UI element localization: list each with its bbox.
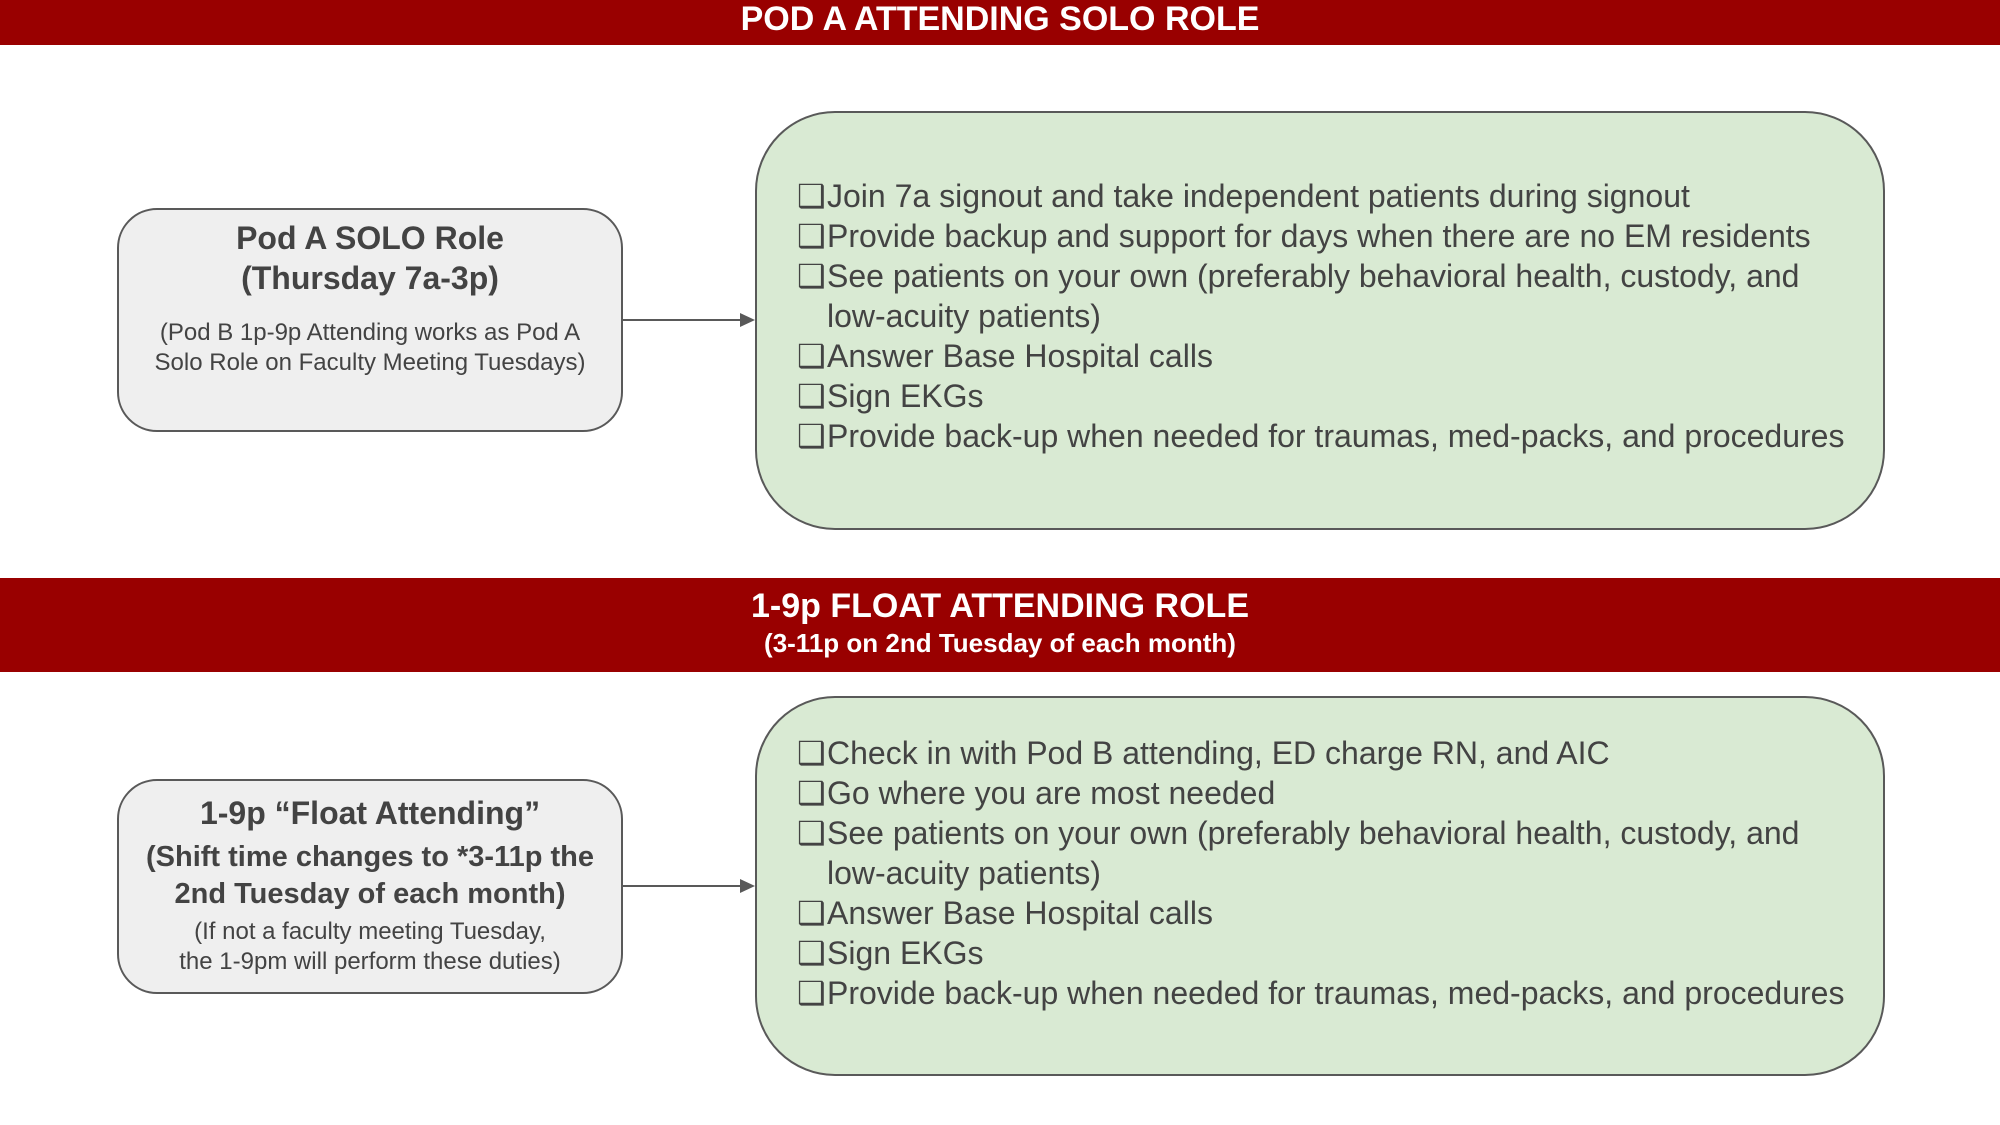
duty-text: Provide back-up when needed for traumas, med-packs, and procedures bbox=[827, 975, 1845, 1011]
role-note-line: Solo Role on Faculty Meeting Tuesdays) bbox=[154, 349, 586, 376]
checkbox-icon: ❑ bbox=[797, 815, 826, 851]
checkbox-icon: ❑ bbox=[797, 378, 826, 414]
section-title: 1-9p FLOAT ATTENDING ROLE bbox=[750, 587, 1249, 625]
section-title: POD A ATTENDING SOLO ROLE bbox=[740, 0, 1260, 38]
role-note-line: (If not a faculty meeting Tuesday, bbox=[194, 918, 546, 945]
role-title: Pod A SOLO Role bbox=[236, 220, 504, 256]
checkbox-icon: ❑ bbox=[797, 338, 826, 374]
role-note-line: (Pod B 1p-9p Attending works as Pod A bbox=[159, 319, 581, 346]
role-note-line: the 1-9pm will perform these duties) bbox=[179, 948, 561, 975]
duty-text: See patients on your own (preferably behavioral health, custody, and low-acuity patients) bbox=[827, 258, 1800, 334]
checkbox-icon: ❑ bbox=[797, 178, 826, 214]
checkbox-icon: ❑ bbox=[797, 975, 826, 1011]
duty-text: Provide backup and support for days when there are no EM residents bbox=[827, 218, 1811, 254]
duty-text: Answer Base Hospital calls bbox=[827, 338, 1213, 374]
role-shift-note: (Shift time changes to *3-11p the bbox=[146, 841, 594, 873]
checkbox-icon: ❑ bbox=[797, 418, 826, 454]
duty-text: Sign EKGs bbox=[827, 378, 984, 414]
role-shift-note: 2nd Tuesday of each month) bbox=[174, 878, 566, 910]
connector-arrow bbox=[623, 879, 755, 893]
checkbox-icon: ❑ bbox=[797, 775, 826, 811]
connector-arrow bbox=[623, 313, 755, 327]
duty-text: See patients on your own (preferably behavioral health, custody, and low-acuity patients) bbox=[827, 815, 1800, 891]
checkbox-icon: ❑ bbox=[797, 218, 826, 254]
checkbox-icon: ❑ bbox=[797, 258, 826, 294]
section-subtitle: (3-11p on 2nd Tuesday of each month) bbox=[764, 628, 1236, 658]
role-hours: (Thursday 7a-3p) bbox=[241, 260, 499, 296]
checkbox-icon: ❑ bbox=[797, 895, 826, 931]
duty-text: Check in with Pod B attending, ED charge RN, and AIC bbox=[827, 735, 1610, 771]
duty-text: Provide back-up when needed for traumas, med-packs, and procedures bbox=[827, 418, 1845, 454]
duty-text: Join 7a signout and take independent patients during signout bbox=[827, 178, 1690, 214]
duty-text: Answer Base Hospital calls bbox=[827, 895, 1213, 931]
duty-text: Go where you are most needed bbox=[827, 775, 1276, 811]
checkbox-icon: ❑ bbox=[797, 735, 826, 771]
duty-text: Sign EKGs bbox=[827, 935, 984, 971]
checkbox-icon: ❑ bbox=[797, 935, 826, 971]
role-title: 1-9p “Float Attending” bbox=[199, 795, 541, 831]
